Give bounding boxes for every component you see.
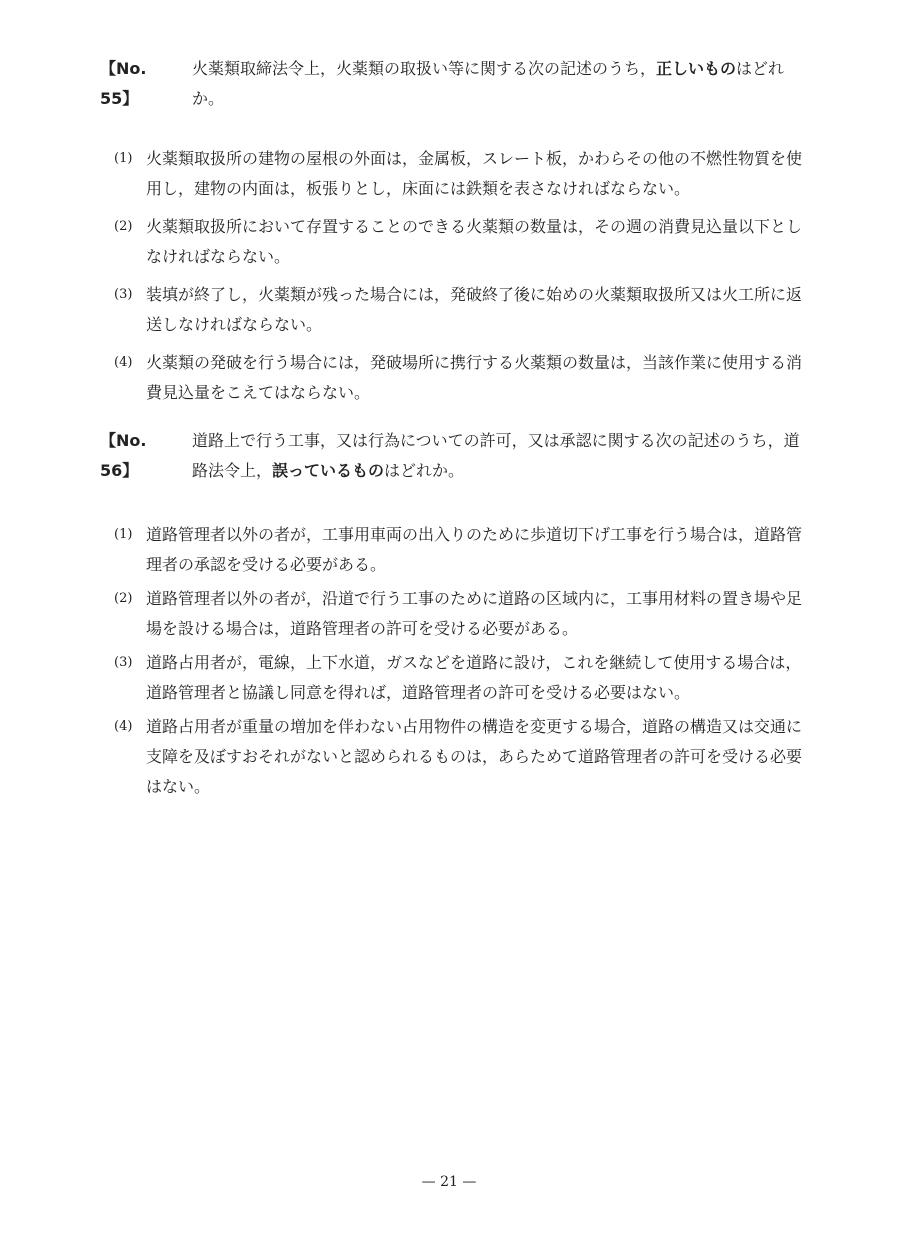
choice-number: (4) <box>114 719 133 734</box>
choice-text: 道路占用者が，電線，上下水道，ガスなどを道路に設け，これを継続して使用する場合は，道路管理者と協議し同意を得れば，道路管理者の許可を受ける必要はない。 <box>146 653 802 702</box>
question-emphasis: 誤っているもの <box>272 461 385 480</box>
choice-text: 道路管理者以外の者が，工事用車両の出入りのために歩道切下げ工事を行う場合は，道路管理者の承認を受ける必要がある。 <box>146 525 803 574</box>
choice-text: 道路占用者が重量の増加を伴わない占用物件の構造を変更する場合，道路の構造又は交通に支障を及ぼすおそれがないと認められるものは，あらためて道路管理者の許可を受ける必要はない。 <box>146 717 803 796</box>
choice-item <box>114 640 804 704</box>
page-number: — 21 — <box>421 1174 477 1190</box>
choice-number: (2) <box>114 591 133 606</box>
question-text-before: 火薬類取締法令上，火薬類の取扱い等に関する次の記述のうち， <box>192 59 657 78</box>
question-number: 【No. 56】 <box>100 431 163 480</box>
choices-56 <box>114 512 804 804</box>
question-text <box>192 46 800 114</box>
question-header <box>100 46 800 114</box>
question-56 <box>100 418 800 486</box>
question-text-before: 道路上で行う工事，又は行為についての許可，又は承認に関する次の記述のうち，道路法令上， <box>192 431 800 480</box>
choice-item <box>114 204 804 272</box>
choice-text: 火薬類の発破を行う場合には，発破場所に携行する火薬類の数量は，当該作業に使用する消費見込量をこえてはならない。 <box>146 353 803 402</box>
choice-item <box>114 576 804 640</box>
choice-number: (1) <box>114 527 133 542</box>
choice-number: (3) <box>114 287 133 302</box>
choice-item <box>114 512 804 576</box>
choice-number: (1) <box>114 151 133 166</box>
choices-55 <box>114 136 804 408</box>
question-text-after: はどれか。 <box>192 59 785 108</box>
choice-item <box>114 136 804 204</box>
question-55 <box>100 46 800 114</box>
choice-text: 火薬類取扱所の建物の屋根の外面は，金属板，スレート板，かわらその他の不燃性物質を使用し，建物の内面は，板張りとし，床面には鉄類を表さなければならない。 <box>146 149 803 198</box>
question-emphasis: 正しいもの <box>656 59 737 78</box>
choice-text: 装填が終了し，火薬類が残った場合には，発破終了後に始めの火薬類取扱所又は火工所に返送しなければならない。 <box>146 285 803 334</box>
choice-text: 道路管理者以外の者が，沿道で行う工事のために道路の区域内に，工事用材料の置き場や足場を設ける場合は，道路管理者の許可を受ける必要がある。 <box>146 589 803 638</box>
question-text-after: はどれか。 <box>384 461 465 480</box>
choice-number: (3) <box>114 655 133 670</box>
question-header <box>100 418 800 486</box>
choice-item <box>114 704 804 804</box>
choice-item <box>114 272 804 340</box>
choice-item <box>114 340 804 408</box>
choice-number: (2) <box>114 219 133 234</box>
choice-text: 火薬類取扱所において存置することのできる火薬類の数量は，その週の消費見込量以下としなければならない。 <box>146 217 803 266</box>
choice-number: (4) <box>114 355 133 370</box>
question-number: 【No. 55】 <box>100 59 163 108</box>
question-text <box>192 418 800 486</box>
